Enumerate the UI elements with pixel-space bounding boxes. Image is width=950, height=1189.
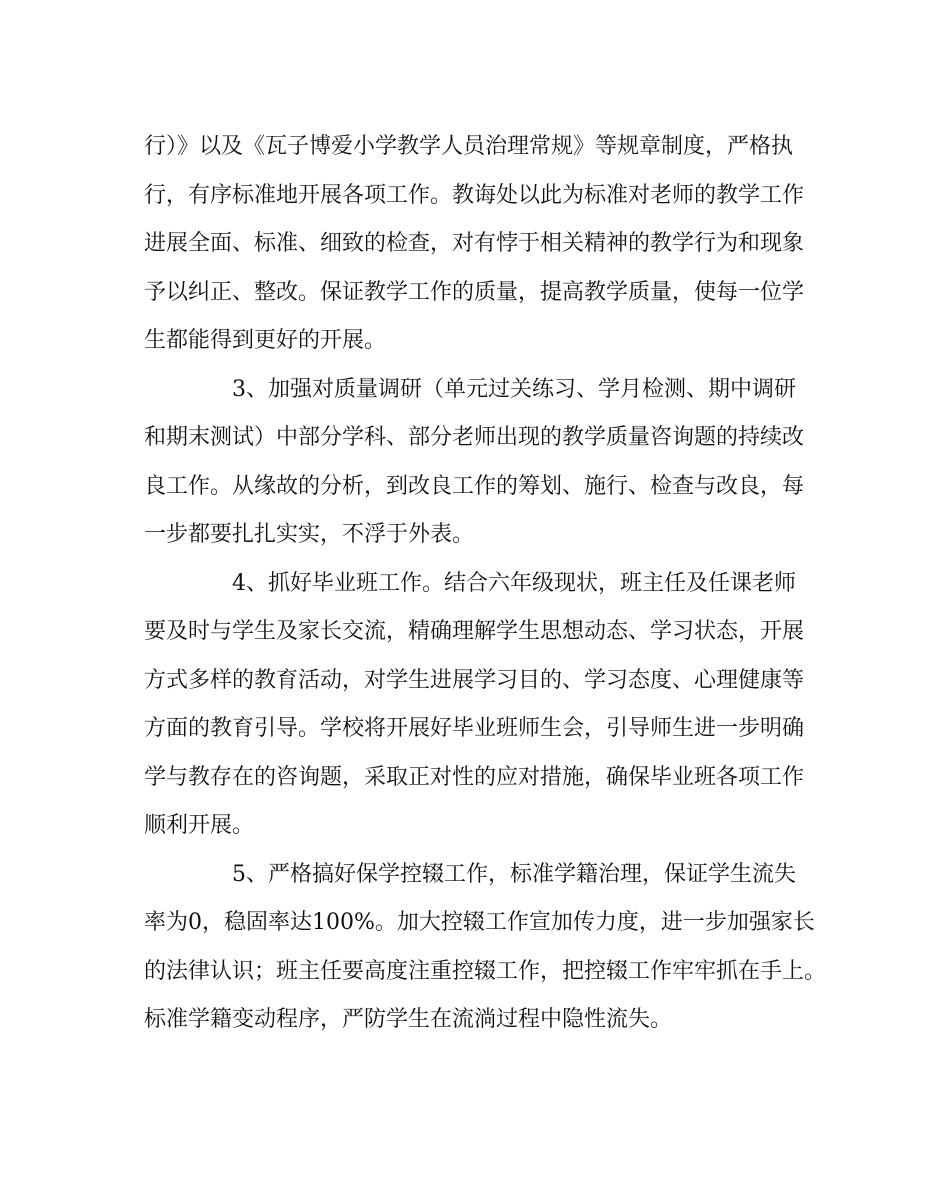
paragraph-start-line: 5、严格搞好保学控辍工作，标准学籍治理，保证学生流失: [232, 862, 796, 887]
text-line: 一步都要扎扎实实，不浮于外表。: [144, 522, 475, 547]
paragraph-start-line: 4、抓好毕业班工作。结合六年级现状，班主任及任课老师: [232, 571, 796, 596]
text-line: 良工作。从缘故的分析，到改良工作的筹划、施行、检查与改良，每: [144, 474, 805, 499]
text-line: 标准学籍变动程序，严防学生在流淌过程中隐性流失。: [144, 1007, 673, 1032]
text-line: 的法律认识；班主任要高度注重控辍工作，把控辍工作牢牢抓在手上。: [144, 959, 827, 984]
text-line: 予以纠正、整改。保证教学工作的质量，提高教学质量，使每一位学: [144, 280, 805, 305]
text-line: 顺利开展。: [144, 813, 255, 838]
text-line: 方面的教育引导。学校将开展好毕业班师生会，引导师生进一步明确: [144, 716, 805, 741]
text-line: 和期末测试）中部分学科、部分老师出现的教学质量咨询题的持续改: [144, 425, 805, 450]
text-line: 行，有序标准地开展各项工作。教诲处以此为标准对老师的教学工作: [144, 183, 805, 208]
text-line: 行）》以及《瓦子博爱小学教学人员治理常规》等规章制度，严格执: [144, 134, 794, 159]
text-line: 学与教存在的咨询题，采取正对性的应对措施，确保毕业班各项工作: [144, 765, 805, 790]
paragraph-start-line: 3、加强对质量调研（单元过关练习、学月检测、期中调研: [232, 377, 796, 402]
text-line: 率为0，稳固率达100%。加大控辍工作宣加传力度，进一步加强家长: [144, 910, 815, 935]
text-line: 要及时与学生及家长交流，精确理解学生思想动态、学习状态，开展: [144, 619, 805, 644]
text-line: 方式多样的教育活动，对学生进展学习目的、学习态度、心理健康等: [144, 668, 805, 693]
text-line: 生都能得到更好的开展。: [144, 328, 387, 353]
text-line: 进展全面、标准、细致的检查，对有悖于相关精神的教学行为和现象: [144, 231, 805, 256]
